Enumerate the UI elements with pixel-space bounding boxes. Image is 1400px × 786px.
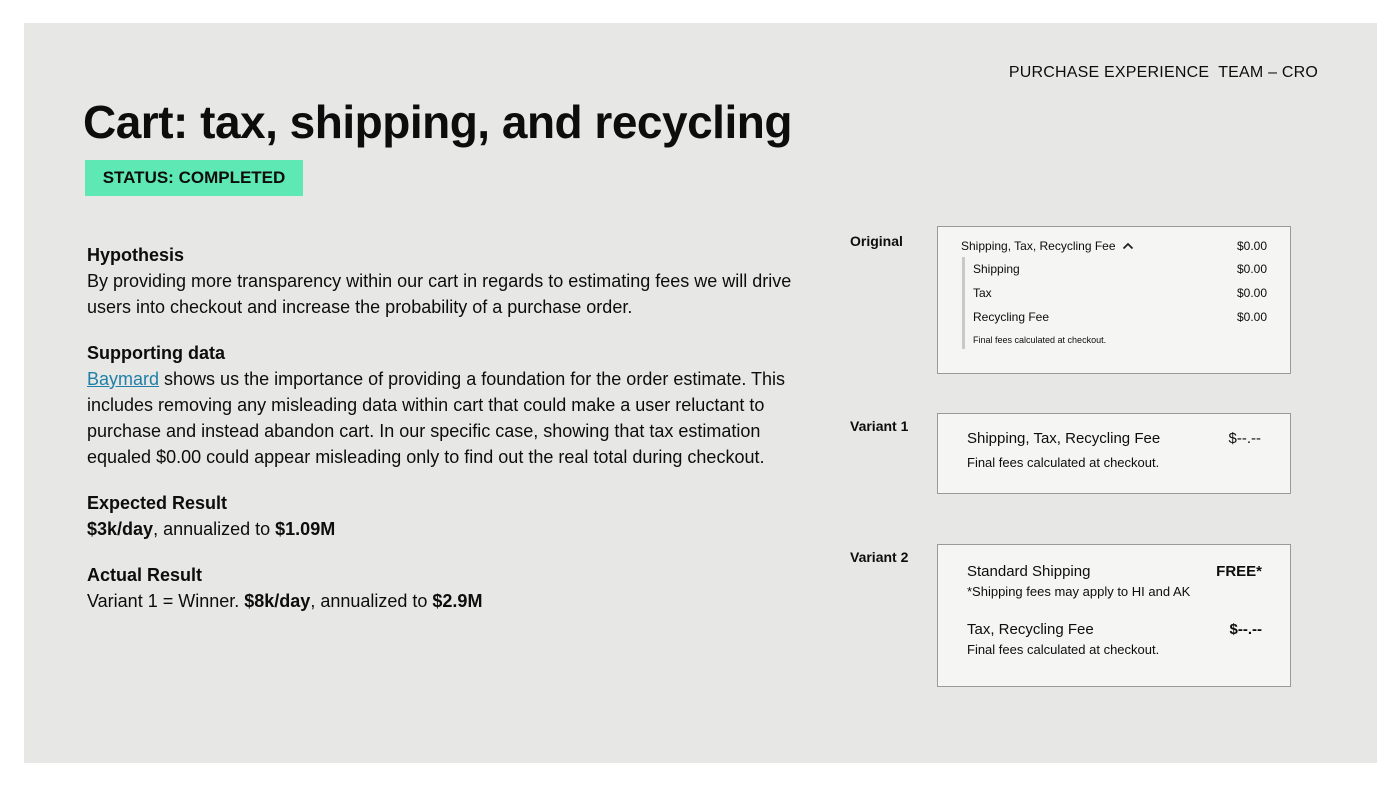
actual-mid: , annualized to xyxy=(310,591,433,611)
variant1-value: $--.-- xyxy=(1228,430,1261,447)
original-row xyxy=(973,281,1267,305)
expected-section xyxy=(87,490,797,542)
original-header-label: Shipping, Tax, Recycling Fee xyxy=(961,239,1116,253)
variant2-tax-value: $--.-- xyxy=(1229,621,1262,638)
variant2-shipping-row xyxy=(967,563,1262,580)
page-title: Cart: tax, shipping, and recycling xyxy=(83,96,792,148)
actual-text xyxy=(87,588,797,614)
expected-value: $3k/day xyxy=(87,519,154,539)
variant2-label: Variant 2 xyxy=(850,549,909,565)
variant2-shipping-title: Standard Shipping xyxy=(967,563,1091,580)
baymard-link[interactable]: Baymard xyxy=(87,369,160,389)
variant1-title: Shipping, Tax, Recycling Fee xyxy=(967,430,1161,447)
chevron-up-icon[interactable] xyxy=(1122,242,1134,250)
original-header-left xyxy=(961,239,1134,253)
team-label: PURCHASE EXPERIENCE TEAM – CRO xyxy=(1008,64,1318,81)
hypothesis-heading: Hypothesis xyxy=(87,245,185,265)
actual-section xyxy=(87,562,797,614)
supporting-section xyxy=(87,340,797,470)
original-row-label: Tax xyxy=(973,286,992,300)
main-content xyxy=(87,242,797,634)
slide xyxy=(24,23,1377,763)
hypothesis-section xyxy=(87,242,797,320)
original-header-value: $0.00 xyxy=(1236,239,1267,253)
original-row-label: Recycling Fee xyxy=(973,310,1050,324)
actual-annual: $2.9M xyxy=(432,591,483,611)
hypothesis-text: By providing more transparency within our cart in regards to estimating fees we will drive users into checkout and increase the probability of a purchase order. xyxy=(87,271,792,317)
variant2-tax-row xyxy=(967,621,1262,638)
variant2-shipping-value: FREE* xyxy=(1216,563,1262,580)
variant1-note: Final fees calculated at checkout. xyxy=(967,455,1160,470)
original-row xyxy=(973,305,1267,329)
variant2-shipping-note: *Shipping fees may apply to HI and AK xyxy=(967,584,1191,599)
original-row-value: $0.00 xyxy=(1236,310,1267,324)
variant2-card xyxy=(937,544,1291,687)
variant1-label: Variant 1 xyxy=(850,418,909,434)
original-row-value: $0.00 xyxy=(1236,286,1267,300)
expected-annual: $1.09M xyxy=(275,519,336,539)
original-breakdown xyxy=(962,257,1267,349)
original-header-row[interactable] xyxy=(961,239,1267,253)
original-row xyxy=(973,257,1267,281)
variant1-card xyxy=(937,413,1291,494)
supporting-heading: Supporting data xyxy=(87,343,225,363)
status-badge: STATUS: COMPLETED xyxy=(85,160,303,196)
original-row-label: Shipping xyxy=(973,262,1020,276)
spacer xyxy=(967,599,1262,621)
variant2-tax-title: Tax, Recycling Fee xyxy=(967,621,1094,638)
actual-heading: Actual Result xyxy=(87,565,203,585)
actual-prefix: Variant 1 = Winner. xyxy=(87,591,245,611)
expected-mid: , annualized to xyxy=(153,519,276,539)
original-row-value: $0.00 xyxy=(1236,262,1267,276)
actual-value: $8k/day xyxy=(244,591,311,611)
supporting-text: shows us the importance of providing a foundation for the order estimate. This includes removing any misleading data within cart that could make a user reluctant to purchase and instead abandon cart. In our specific case, showing that tax estimation equaled $0.00 could appear misleading only to find out the real total during checkout. xyxy=(87,369,786,467)
expected-heading: Expected Result xyxy=(87,493,228,513)
expected-text xyxy=(87,516,797,542)
original-note: Final fees calculated at checkout. xyxy=(973,335,1107,345)
variant2-tax-note: Final fees calculated at checkout. xyxy=(967,642,1160,657)
supporting-paragraph xyxy=(87,366,797,470)
original-label: Original xyxy=(850,233,903,249)
original-card xyxy=(937,226,1291,374)
variant1-row xyxy=(967,430,1261,447)
